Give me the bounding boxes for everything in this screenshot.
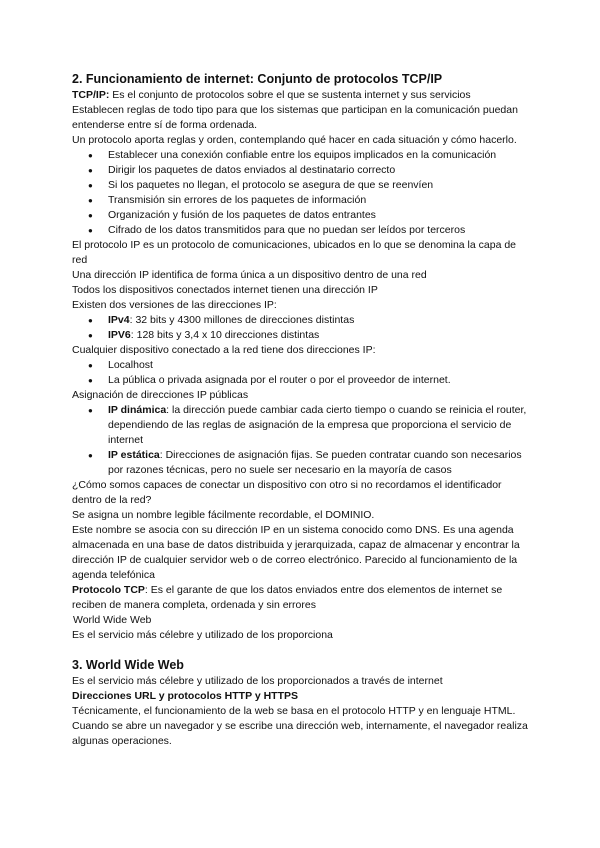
paragraph: ¿Cómo somos capaces de conectar un dispositivo con otro si no recordamos el identificador dentro de la red? [72,479,502,506]
paragraph: Un protocolo aporta reglas y orden, contemplando qué hacer en cada situación y cómo hacerlo. [72,134,517,146]
list-item: ● Organización y fusión de los paquetes de datos entrantes [72,208,528,223]
paragraph: World Wide Web [73,614,152,626]
ipv6-text: : 128 bits y 3,4 x 10 direcciones distintas [130,329,320,341]
public-ip-types-list [72,403,528,478]
device-addresses-list [72,358,528,388]
list-item: ● Dirigir los paquetes de datos enviados al destinatario correcto [72,163,528,178]
dynamic-ip-text: : la dirección puede cambiar cada cierto tiempo o cuando se reinicia el router, dependiendo de las reglas de asignación de la empresa que proporciona el servicio de internet [108,404,527,446]
paragraph: Asignación de direcciones IP públicas [72,389,249,401]
list-item: ● Cifrado de los datos transmitidos para que no puedan ser leídos por terceros [72,223,528,238]
subheading [72,689,528,704]
tcp-label: Protocolo TCP [72,584,145,596]
section-3-heading: 3. World Wide Web [72,658,184,672]
paragraph: Es el servicio más célebre y utilizado de los proporciona [72,629,333,641]
paragraph: Técnicamente, el funcionamiento de la web se basa en el protocolo HTTP y en lenguaje HTML. Cuando se abre un navegador y se escribe una dirección web, internamente, el navegador realiza algunas operaciones. [72,705,528,747]
subheading-text: Direcciones URL y protocolos HTTP y HTTPS [72,690,298,702]
list-item: ● Localhost [72,358,528,373]
paragraph: Cualquier dispositivo conectado a la red tiene dos direcciones IP: [72,344,376,356]
list-item: ● Establecer una conexión confiable entre los equipos implicados en la comunicación [72,148,528,163]
tcpip-label: TCP/IP: [72,89,110,101]
ipv4-text: : 32 bits y 4300 millones de direcciones distintas [129,314,355,326]
list-item-static-ip [72,448,528,478]
static-ip-text: : Direcciones de asignación fijas. Se pueden contratar cuando son necesarios por razones técnicas, pero no suele ser necesario en la mayoría de casos [108,449,522,476]
list-item: ● Si los paquetes no llegan, el protocolo se asegura de que se reenvíen [72,178,528,193]
paragraph: Se asigna un nombre legible fácilmente recordable, el DOMINIO. [72,509,375,521]
static-ip-label: IP estática [108,449,160,461]
list-item: ● Transmisión sin errores de los paquetes de información [72,193,528,208]
protocol-functions-list [72,148,528,238]
ip-versions-list [72,313,528,343]
list-item-ipv6 [72,328,528,343]
dynamic-ip-label: IP dinámica [108,404,167,416]
list-item-ipv4 [72,313,528,328]
tcp-text: : Es el garante de que los datos enviados entre dos elementos de internet se reciben de manera completa, ordenada y sin errores [72,584,503,611]
tcpip-definition [72,88,528,103]
paragraph: Una dirección IP identifica de forma única a un dispositivo dentro de una red [72,269,427,281]
section-spacer [72,643,528,657]
paragraph: Este nombre se asocia con su dirección IP en un sistema conocido como DNS. Es una agenda almacenada en una base de datos distribuida y jerarquizada, capaz de almacenar y encontrar la dirección IP de cualquier servidor web o de correo electrónico. Parecido al funcionamiento de la agenda telefónica [72,524,520,581]
paragraph: El protocolo IP es un protocolo de comunicaciones, ubicados en lo que se denomina la capa de red [72,239,517,266]
ipv4-label: IPv4 [108,314,130,326]
list-item-dynamic-ip [72,403,528,448]
list-item: ● La pública o privada asignada por el router o por el proveedor de internet. [72,373,528,388]
tcp-protocol-paragraph [72,583,528,613]
paragraph: Todos los dispositivos conectados internet tienen una dirección IP [72,284,378,296]
section-2-heading: 2. Funcionamiento de internet: Conjunto de protocolos TCP/IP [72,72,443,86]
ipv6-label: IPV6 [108,329,131,341]
paragraph: Existen dos versiones de las direcciones IP: [72,299,277,311]
tcpip-text: Es el conjunto de protocolos sobre el que se sustenta internet y sus servicios [109,89,471,101]
paragraph: Es el servicio más célebre y utilizado de los proporcionados a través de internet [72,675,443,687]
paragraph: Establecen reglas de todo tipo para que los sistemas que participan en la comunicación puedan entenderse entre sí de forma ordenada. [72,104,518,131]
